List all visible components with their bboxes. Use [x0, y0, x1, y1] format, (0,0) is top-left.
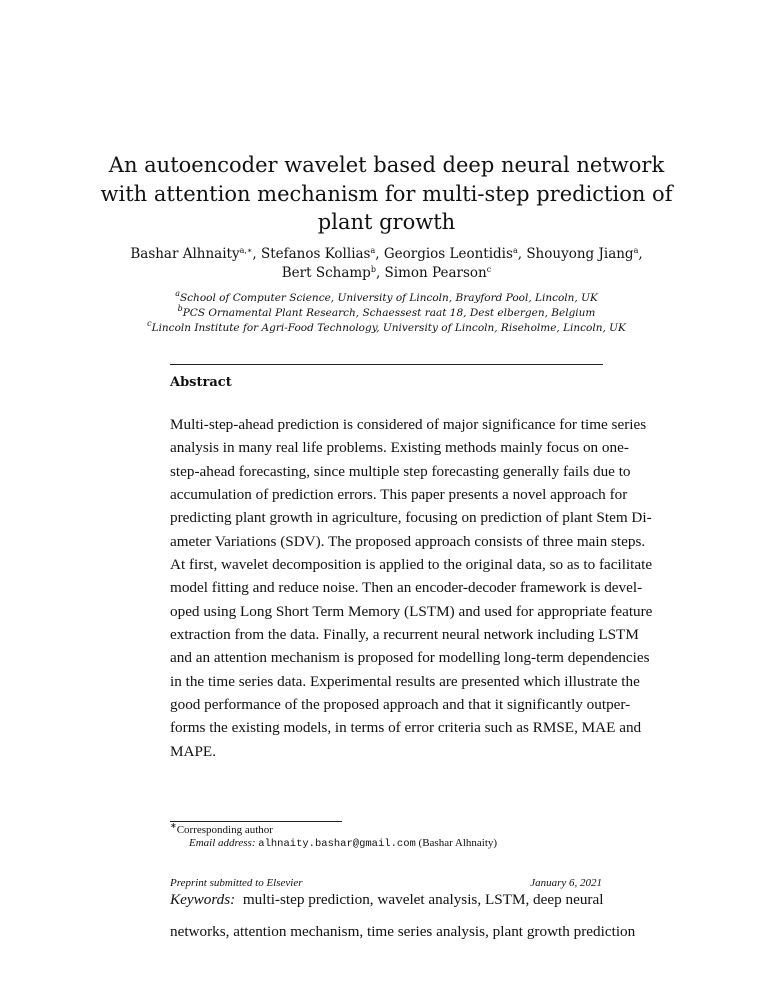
abstract-line: accumulation of prediction errors. This paper presents a novel approach for: [170, 485, 628, 503]
author: Georgios Leontidis: [383, 246, 513, 262]
affiliation-text: Lincoln Institute for Agri-Food Technology, University of Lincoln, Riseholme, Lincoln, UK: [151, 322, 626, 334]
affiliation: [0, 321, 773, 336]
top-rule: [170, 364, 603, 365]
abstract-line: and an attention mechanism is proposed for modelling long-term dependencies: [170, 649, 650, 667]
footnote-corresponding: [170, 823, 273, 837]
affiliation: [0, 291, 773, 306]
author: Stefanos Kollias: [260, 246, 371, 262]
email-link[interactable]: alhnaity.bashar@gmail.com: [258, 838, 416, 850]
abstract-line: MAPE.: [170, 742, 216, 760]
footnote-email: [189, 836, 497, 851]
keywords-line: [170, 891, 603, 909]
abstract-line: model fitting and reduce noise. Then an encoder-decoder framework is devel-: [170, 579, 643, 597]
abstract-line: in the time series data. Experimental results are presented which illustrate the: [170, 672, 640, 690]
author-sup: a: [370, 246, 376, 255]
authors-line-1: Bashar Alhnaity$^{a,∗}$, Stefanos Kollias$^a$, Georgios Leontidis$^a$, Shouyong Jiang$^a$,: [130, 246, 643, 262]
abstract-line: forms the existing models, in terms of error criteria such as RMSE, MAE and: [170, 719, 642, 737]
abstract-line: good performance of the proposed approach and that it significantly outper-: [170, 695, 631, 713]
affiliation-sup: b: [177, 304, 183, 313]
author: Shouyong Jiang: [526, 246, 634, 262]
footer-right: January 6, 2021: [530, 877, 602, 889]
abstract-line: extraction from the data. Finally, a recurrent neural network including LSTM: [170, 625, 639, 643]
footnote-mark: ∗: [170, 821, 177, 830]
author-sup: c: [486, 265, 492, 274]
keywords-line: networks, attention mechanism, time series analysis, plant growth prediction: [170, 923, 636, 940]
affiliation-text: School of Computer Science, University of Lincoln, Brayford Pool, Lincoln, UK: [179, 292, 598, 304]
author-sup: a,∗: [239, 246, 253, 255]
title-line: An autoencoder wavelet based deep neural network: [108, 153, 665, 177]
affiliation-sup: a: [175, 289, 180, 298]
abstract-line: predicting plant growth in agriculture, focusing on prediction of plant Stem Di-: [170, 509, 652, 527]
author: Bert Schamp: [281, 265, 371, 281]
author-sup: a: [512, 246, 518, 255]
author: Simon Pearson: [384, 265, 487, 281]
abstract-line: analysis in many real life problems. Existing methods mainly focus on one-: [170, 439, 629, 457]
author: Bashar Alhnaity: [130, 246, 240, 262]
affiliation: [0, 306, 773, 321]
author-sup: a: [633, 246, 639, 255]
email-owner: (Bashar Alhnaity): [418, 837, 498, 849]
abstract-line: ameter Variations (SDV). The proposed approach consists of three main steps.: [170, 532, 646, 550]
authors-line-2: Bert Schamp$^b$, Simon Pearson$^c$: [281, 265, 492, 281]
abstract-line: step-ahead forecasting, since multiple step forecasting generally fails due to: [170, 462, 631, 480]
abstract-line: oped using Long Short Term Memory (LSTM) and used for appropriate feature: [170, 602, 653, 620]
abstract-line: At first, wavelet decomposition is applied to the original data, so as to facilitate: [170, 555, 653, 573]
abstract-line: Multi-step-ahead prediction is considered of major significance for time series: [170, 416, 647, 433]
abstract-heading: Abstract: [170, 375, 232, 390]
title-line: plant growth: [317, 210, 456, 234]
author-sup: b: [370, 265, 376, 274]
affiliation-sup: c: [147, 319, 152, 328]
affiliation-text: PCS Ornamental Plant Research, Schaessest raat 18, Dest elbergen, Belgium: [182, 307, 596, 319]
footer-left: Preprint submitted to Elsevier: [170, 877, 303, 889]
title-line: with attention mechanism for multi-step prediction of: [100, 182, 673, 206]
email-label: Email address:: [189, 837, 256, 849]
keywords-text: multi-step prediction, wavelet analysis, LSTM, deep neural: [242, 891, 604, 908]
footnote-text: Corresponding author: [176, 824, 273, 836]
footnote-rule: [170, 821, 342, 822]
keywords-label: Keywords:: [170, 891, 236, 908]
